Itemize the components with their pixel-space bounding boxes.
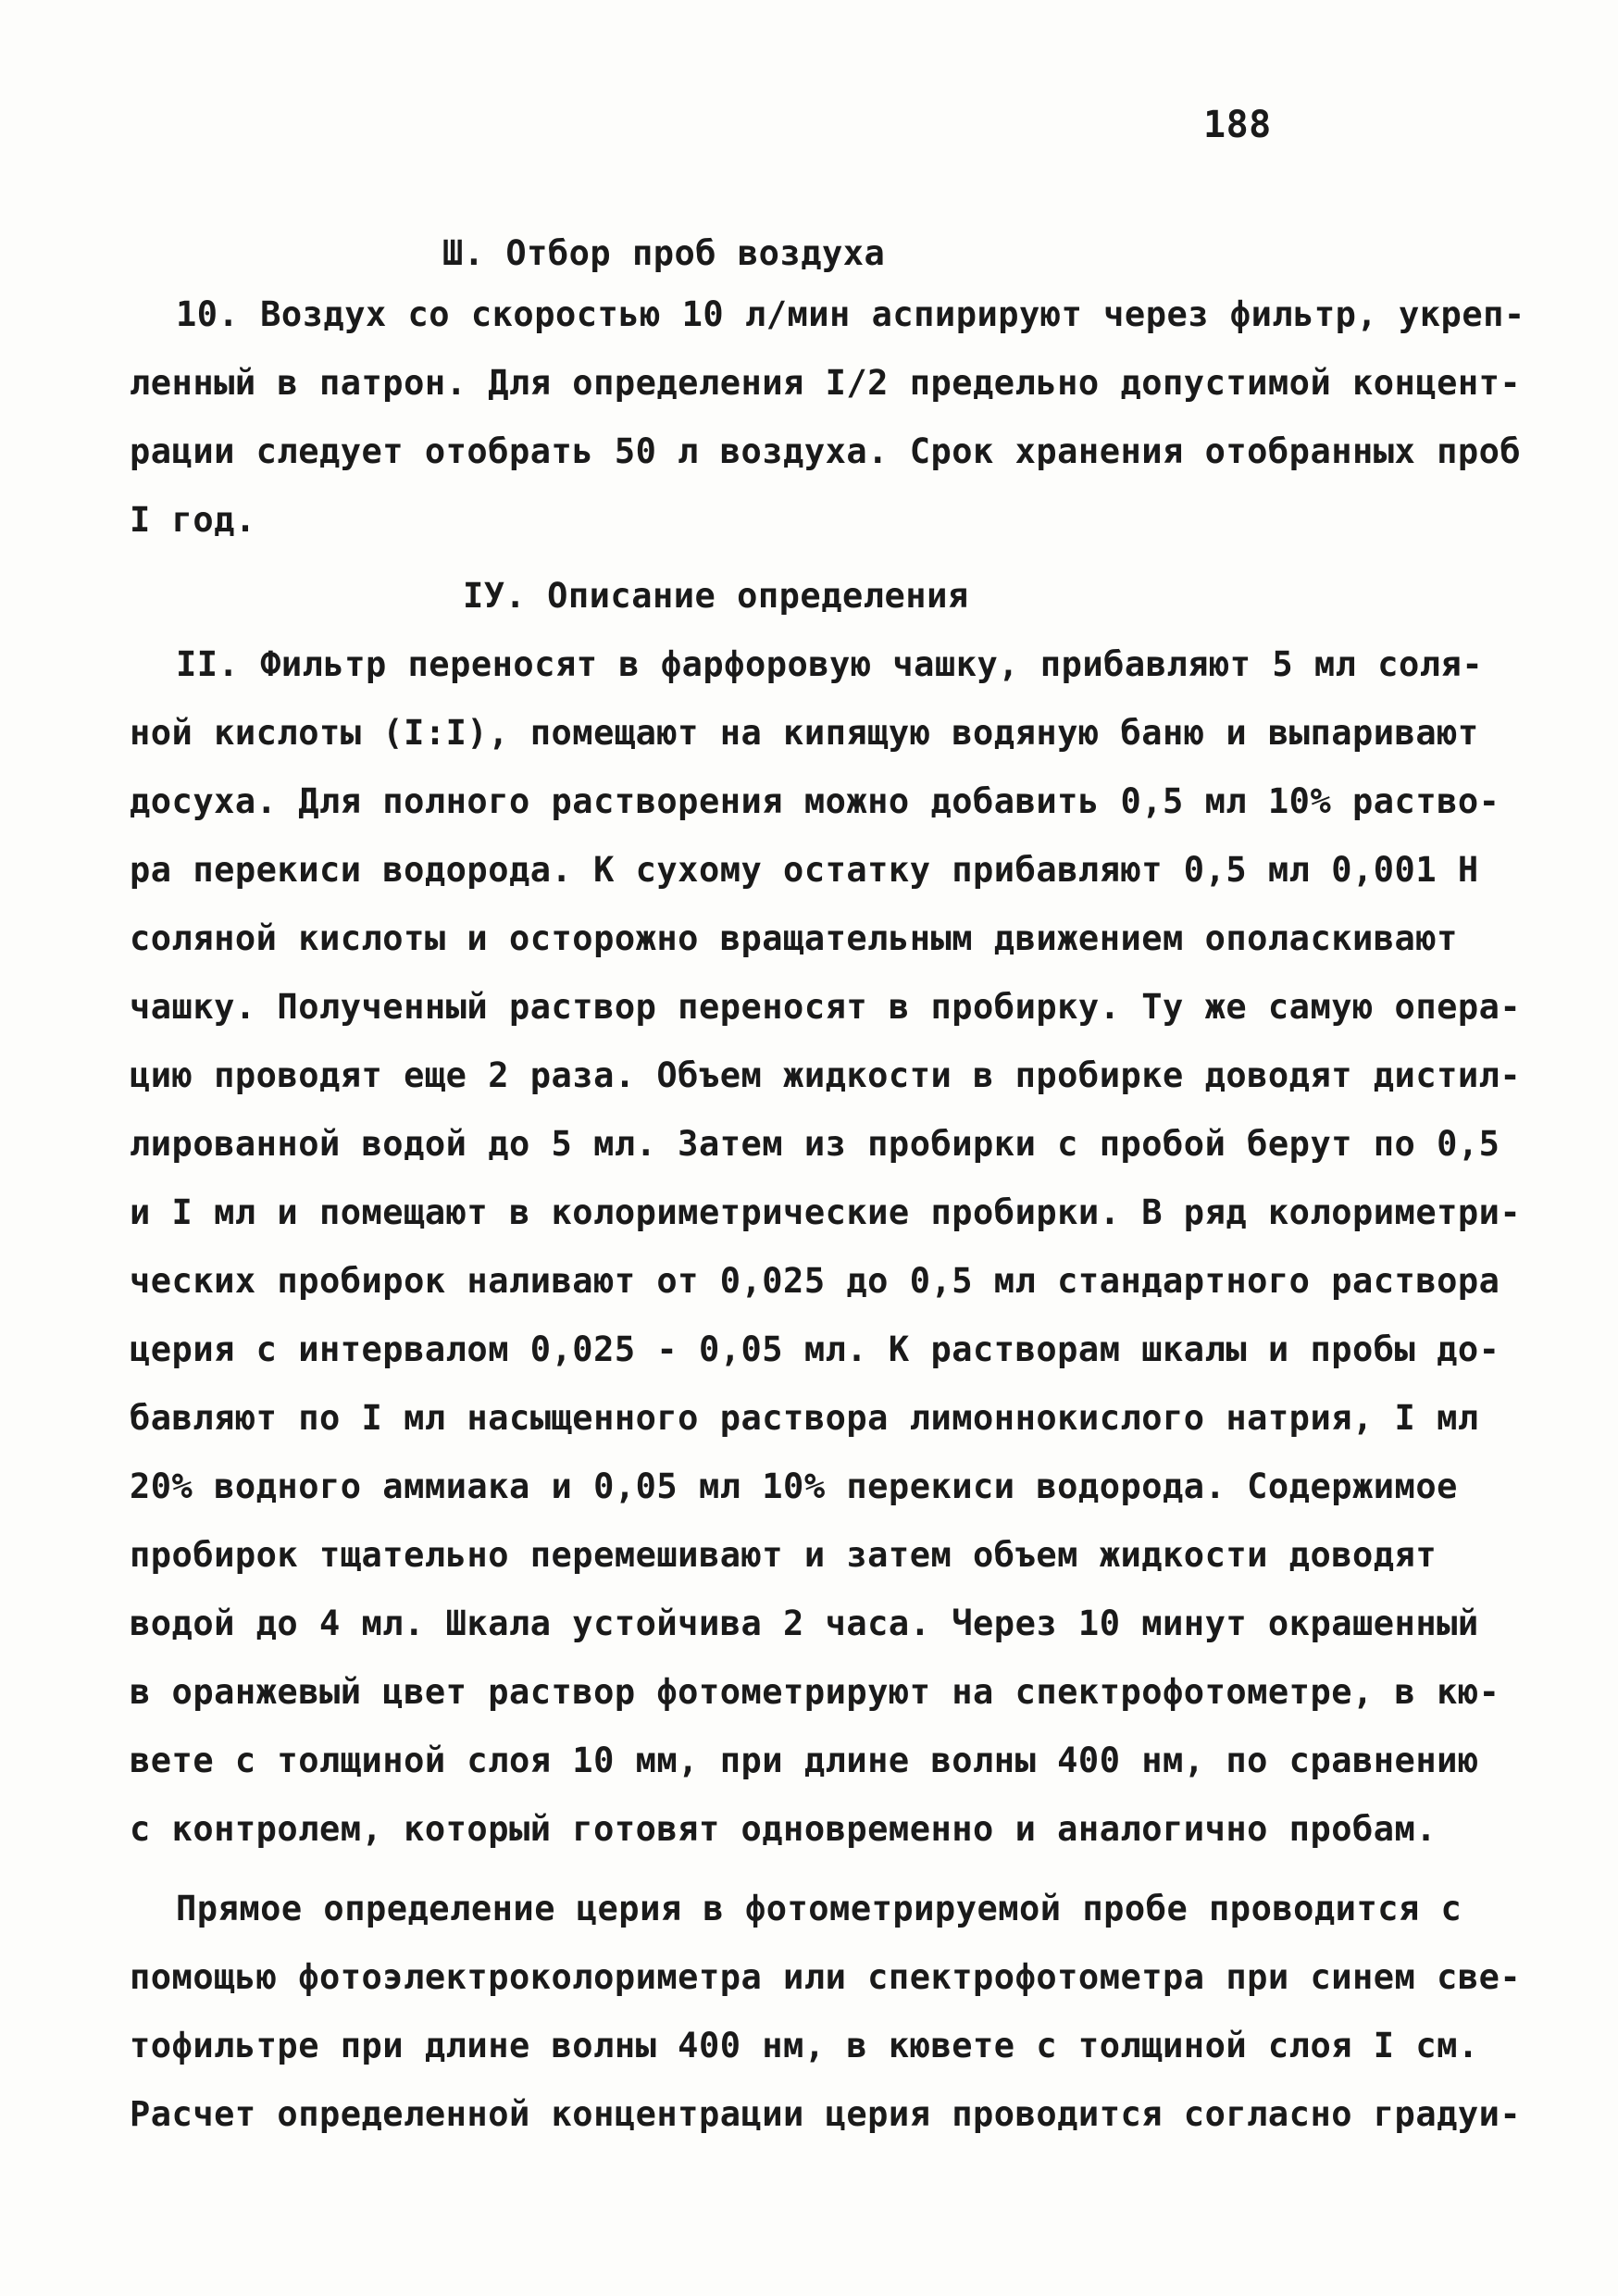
text-line: досуха. Для полного растворения можно добавить 0,5 мл 10% раство- (130, 781, 1500, 821)
text-line: водой до 4 мл. Шкала устойчива 2 часа. Через 10 минут окрашенный (130, 1603, 1479, 1643)
text-line: ной кислоты (I:I), помещают на кипящую водяную баню и выпаривают (130, 713, 1479, 753)
text-line: и I мл и помещают в колориметрические пробирки. В ряд колориметри- (130, 1192, 1522, 1232)
text-line: ра перекиси водорода. К сухому остатку прибавляют 0,5 мл 0,001 Н (130, 850, 1479, 890)
page-number: 188 (1203, 104, 1272, 146)
text-line: вете с толщиной слоя 10 мм, при длине волны 400 нм, по сравнению (130, 1741, 1479, 1780)
text-line: в оранжевый цвет раствор фотометрируют на спектрофотометре, в кю- (130, 1672, 1500, 1712)
section-heading-method-description: IУ. Описание определения (463, 576, 969, 616)
text-line: церия с интервалом 0,025 - 0,05 мл. К растворам шкалы и пробы до- (130, 1329, 1500, 1369)
text-line: тофильтре при длине волны 400 нм, в кювете с толщиной слоя I см. (130, 2026, 1479, 2065)
text-line: цию проводят еще 2 раза. Объем жидкости в пробирке доводят дистил- (130, 1055, 1522, 1095)
text-line: 10. Воздух со скоростью 10 л/мин аспирируют через фильтр, укреп- (176, 294, 1525, 334)
text-line: рации следует отобрать 50 л воздуха. Срок хранения отобранных проб (130, 431, 1522, 471)
text-line: помощью фотоэлектроколориметра или спектрофотометра при синем све- (130, 1957, 1522, 1997)
text-line: Прямое определение церия в фотометрируемой пробе проводится с (176, 1889, 1462, 1928)
text-line: с контролем, который готовят одновременно и аналогично пробам. (130, 1809, 1438, 1849)
text-line: ленный в патрон. Для определения I/2 предельно допустимой концент- (130, 363, 1522, 403)
text-line: соляной кислоты и осторожно вращательным движением ополаскивают (130, 918, 1458, 958)
text-line: лированной водой до 5 мл. Затем из пробирки с пробой берут по 0,5 (130, 1124, 1500, 1164)
text-line: пробирок тщательно перемешивают и затем объем жидкости доводят (130, 1535, 1438, 1575)
text-line: Расчет определенной концентрации церия проводится согласно градуи- (130, 2094, 1522, 2134)
text-line: бавляют по I мл насыщенного раствора лимоннокислого натрия, I мл (130, 1398, 1479, 1438)
text-line: 20% водного аммиака и 0,05 мл 10% перекиси водорода. Содержимое (130, 1466, 1458, 1506)
text-line: ческих пробирок наливают от 0,025 до 0,5 мл стандартного раствора (130, 1261, 1500, 1301)
text-line: чашку. Полученный раствор переносят в пробирку. Ту же самую опера- (130, 987, 1522, 1027)
text-line: I год. (130, 500, 256, 540)
text-line: II. Фильтр переносят в фарфоровую чашку, прибавляют 5 мл соля- (176, 644, 1484, 684)
section-heading-air-sampling: Ш. Отбор проб воздуха (442, 233, 886, 273)
